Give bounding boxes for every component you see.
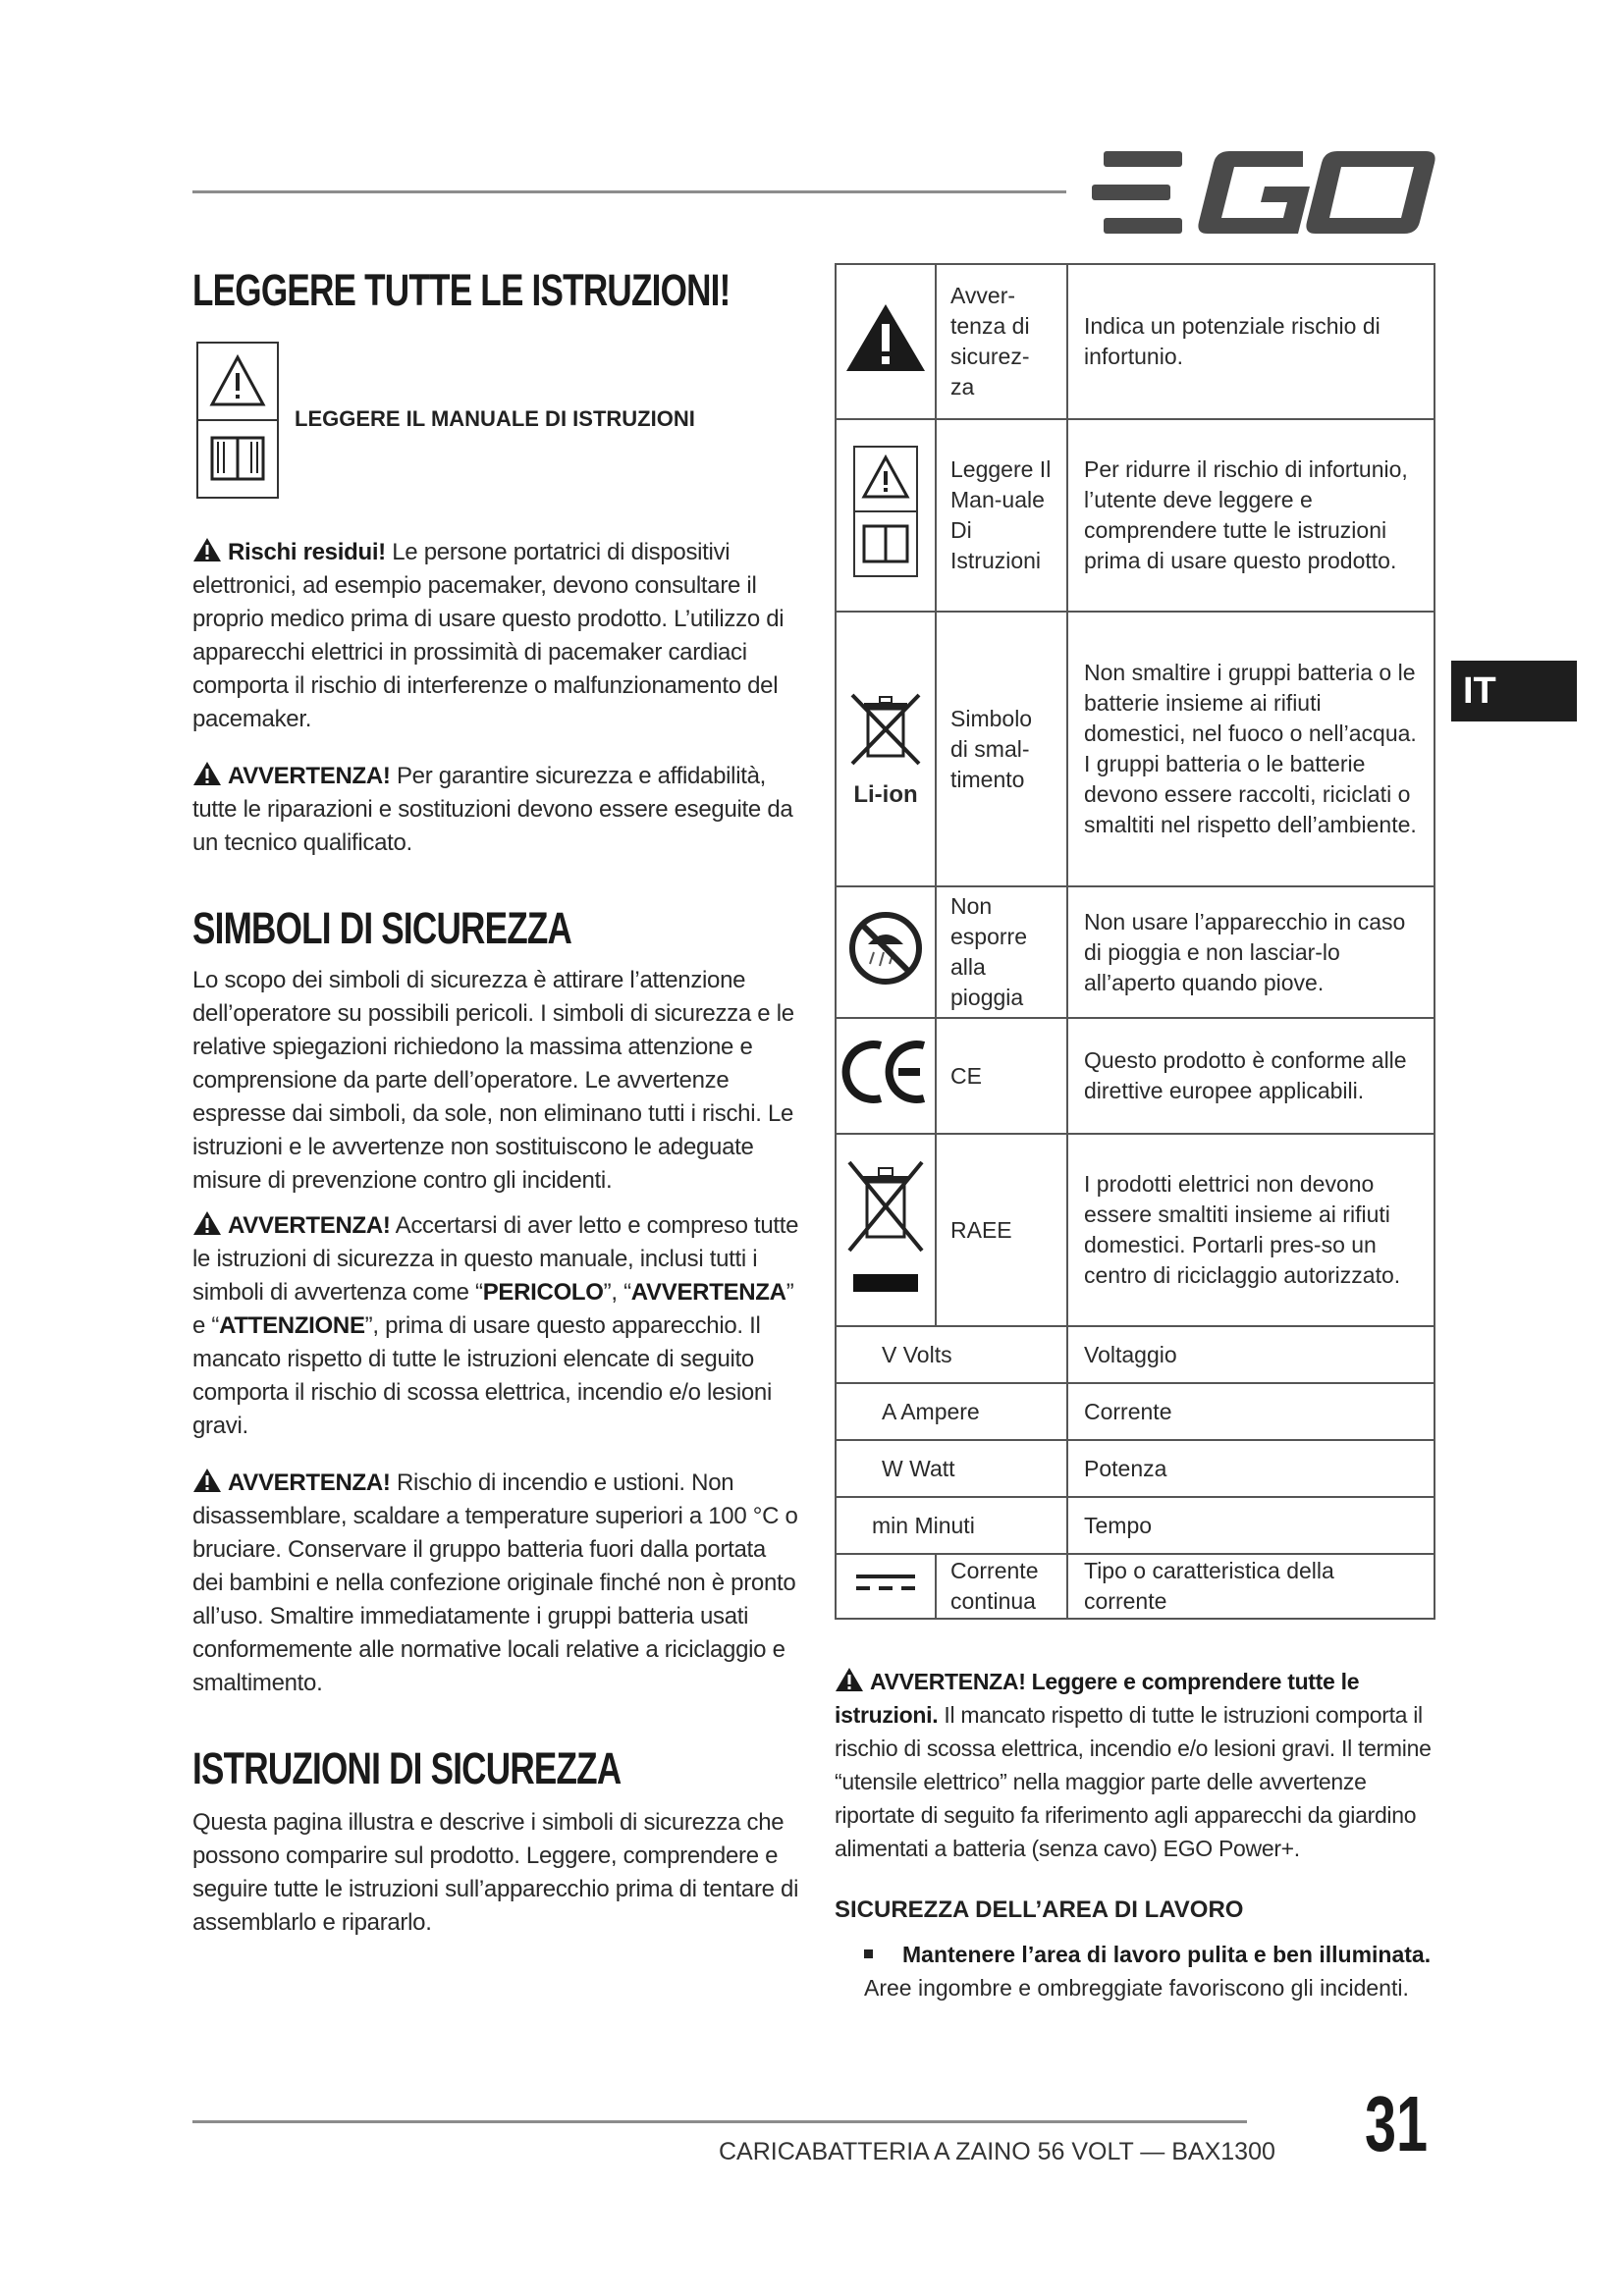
direct-current-icon <box>856 1571 915 1594</box>
table-row: Non esporre alla pioggia Non usare l’apparecchio in caso di pioggia e non lasciar-lo all’aperto quando piove. <box>836 886 1435 1018</box>
warning-text: Per garantire sicurezza e affidabilità, tutte le riparazioni e sostituzioni devono essere eseguite da un tecnico qualificato. <box>192 763 793 856</box>
pericolo-term: PERICOLO <box>482 1279 604 1306</box>
warning-triangle-icon <box>192 1468 222 1493</box>
warning-label: AVVERTENZA! <box>228 763 391 789</box>
warning-triangle-icon <box>835 1667 864 1692</box>
no-rain-icon <box>846 909 925 988</box>
heading-safety-symbols: SIMBOLI DI SICUREZZA <box>192 903 572 953</box>
warning-triangle-icon <box>192 1210 222 1236</box>
header-rule <box>192 190 1066 193</box>
ego-logo <box>1092 145 1435 239</box>
symbol-cell <box>836 264 936 419</box>
attenzione-term: ATTENZIONE <box>219 1312 365 1339</box>
list-item: Mantenere l’area di lavoro pulita e ben illuminata. Aree ingombre e ombreggiate favoriscono gli incidenti. <box>864 1942 1432 2001</box>
symbol-cell <box>836 419 936 612</box>
symbol-cell <box>836 886 936 1018</box>
table-row: CE Questo prodotto è conforme alle direttive europee applicabili. <box>836 1018 1435 1134</box>
bullet-icon <box>864 1949 873 1958</box>
warning-triangle-icon <box>192 537 222 562</box>
safety-symbols-table <box>835 263 1435 1620</box>
manual-symbol <box>196 342 279 499</box>
table-row: V Volts Voltaggio <box>836 1326 1435 1383</box>
heading-safety-instructions: ISTRUZIONI DI SICUREZZA <box>192 1743 622 1793</box>
manual-label: LEGGERE IL MANUALE DI ISTRUZIONI <box>295 406 695 431</box>
instructions-intro: Questa pagina illustra e descrive i simboli di sicurezza che possono comparire sul prodotto. Leggere, comprendere e seguire tutte le istruzioni sull’apparecchio prima di tentare di assemblarlo e ripararlo. <box>192 1809 799 1936</box>
table-row: min Minuti Tempo <box>836 1497 1435 1554</box>
heading-read-all: LEGGERE TUTTE LE ISTRUZIONI! <box>192 265 731 315</box>
weee-bin-icon <box>841 1152 930 1300</box>
warning-paragraph-1 <box>192 760 801 860</box>
li-ion-disposal-icon <box>846 689 925 768</box>
warning-triangle-icon <box>192 761 222 786</box>
ce-mark-icon <box>841 1038 930 1106</box>
warning-paragraph-2: AVVERTENZA! Accertarsi di aver letto e compreso tutte le istruzioni di sicurezza in questo manuale, inclusi tutti i simboli di avvertenza come “PERICOLO”, “AVVERTENZA” e “ATTENZIONE”, prima di usare questo apparecchio. Il mancato rispetto di tutte le istruzioni elencate di seguito comporta il rischio di scossa elettrica, incendio e/o lesioni gravi. <box>192 1212 799 1439</box>
symbol-cell <box>836 1554 936 1619</box>
table-row: Corrente continua Tipo o caratteristica della corrente <box>836 1554 1435 1619</box>
avvertenza-term: AVVERTENZA <box>630 1279 786 1306</box>
warning-triangle-icon <box>844 302 927 373</box>
footer-rule <box>192 2120 1247 2123</box>
table-row: Avver-tenza di sicurez-za Indica un potenziale rischio di infortunio. <box>836 264 1435 419</box>
table-row: Li-ion Simbolo di smal-timento Non smaltire i gruppi batteria o le batterie insieme ai rifiuti domestici, nel fuoco o nell’acqua. I gruppi batteria o le batterie devono essere raccolti, riciclati o smaltiti nel rispetto dell’ambiente. <box>836 612 1435 886</box>
symbol-cell <box>836 1018 936 1134</box>
li-ion-label: Li-ion <box>853 780 918 808</box>
table-row: W Watt Potenza <box>836 1440 1435 1497</box>
table-row: RAEE I prodotti elettrici non devono essere smaltiti insieme ai rifiuti domestici. Portarli pres-so un centro di riciclaggio autorizzato. <box>836 1134 1435 1326</box>
residual-label: Rischi residui! <box>228 539 386 565</box>
warning-paragraph-4: AVVERTENZA! Leggere e comprendere tutte le istruzioni. Il mancato rispetto di tutte le istruzioni comporta il rischio di scossa elettrica, incendio e/o lesioni gravi. Il termine “utensile elettrico” nella maggior parte delle avvertenze riportate di seguito fa riferimento agli apparecchi da giardino alimentati a batteria (senza cavo) EGO Power+. <box>835 1669 1432 1861</box>
footer-title: CARICABATTERIA A ZAINO 56 VOLT — BAX1300 <box>719 2138 1275 2165</box>
residual-risks-paragraph <box>192 536 801 736</box>
symbol-cell <box>836 1134 936 1326</box>
table-row: A Ampere Corrente <box>836 1383 1435 1440</box>
symbol-cell <box>836 612 936 886</box>
symbols-intro: Lo scopo dei simboli di sicurezza è attirare l’attenzione dell’operatore su possibili pericoli. I simboli di sicurezza e le relative spiegazioni richiedono la massima attenzione e comprensione da parte dell’operatore. Le avvertenze espresse dai simboli, da sole, non eliminano tutti i rischi. Le istruzioni e le avvertenze non sostituiscono le adeguate misure di prevenzione contro gli incidenti. <box>192 967 794 1194</box>
warning-paragraph-3: AVVERTENZA! Rischio di incendio e ustioni. Non disassemblare, scaldare a temperature superiori a 100 °C o bruciare. Conservare il gruppo batteria fuori dalla portata dei bambini e nella confezione originale finché non è pronto all’uso. Smaltire immediatamente i gruppi batteria usati conformemente alle normative locali relative a riciclaggio e smaltimento. <box>192 1469 798 1696</box>
read-manual-icon <box>853 446 918 577</box>
table-row: Leggere Il Man-uale Di Istruzioni Per ridurre il rischio di infortunio, l’utente deve leggere e comprendere tutte le istruzioni prima di usare questo prodotto. <box>836 419 1435 612</box>
language-tab: IT <box>1451 661 1577 721</box>
work-area-heading: SICUREZZA DELL’AREA DI LAVORO <box>835 1896 1244 1923</box>
residual-text: Le persone portatrici di dispositivi elettronici, ad esempio pacemaker, devono consultare il proprio medico prima di usare questo prodotto. L’utilizzo di apparecchi elettrici in prossimità di pacemaker cardiaci comporta il rischio di interferenze o malfunzionamento del pacemaker. <box>192 539 785 732</box>
page-number: 31 <box>1365 2080 1429 2167</box>
